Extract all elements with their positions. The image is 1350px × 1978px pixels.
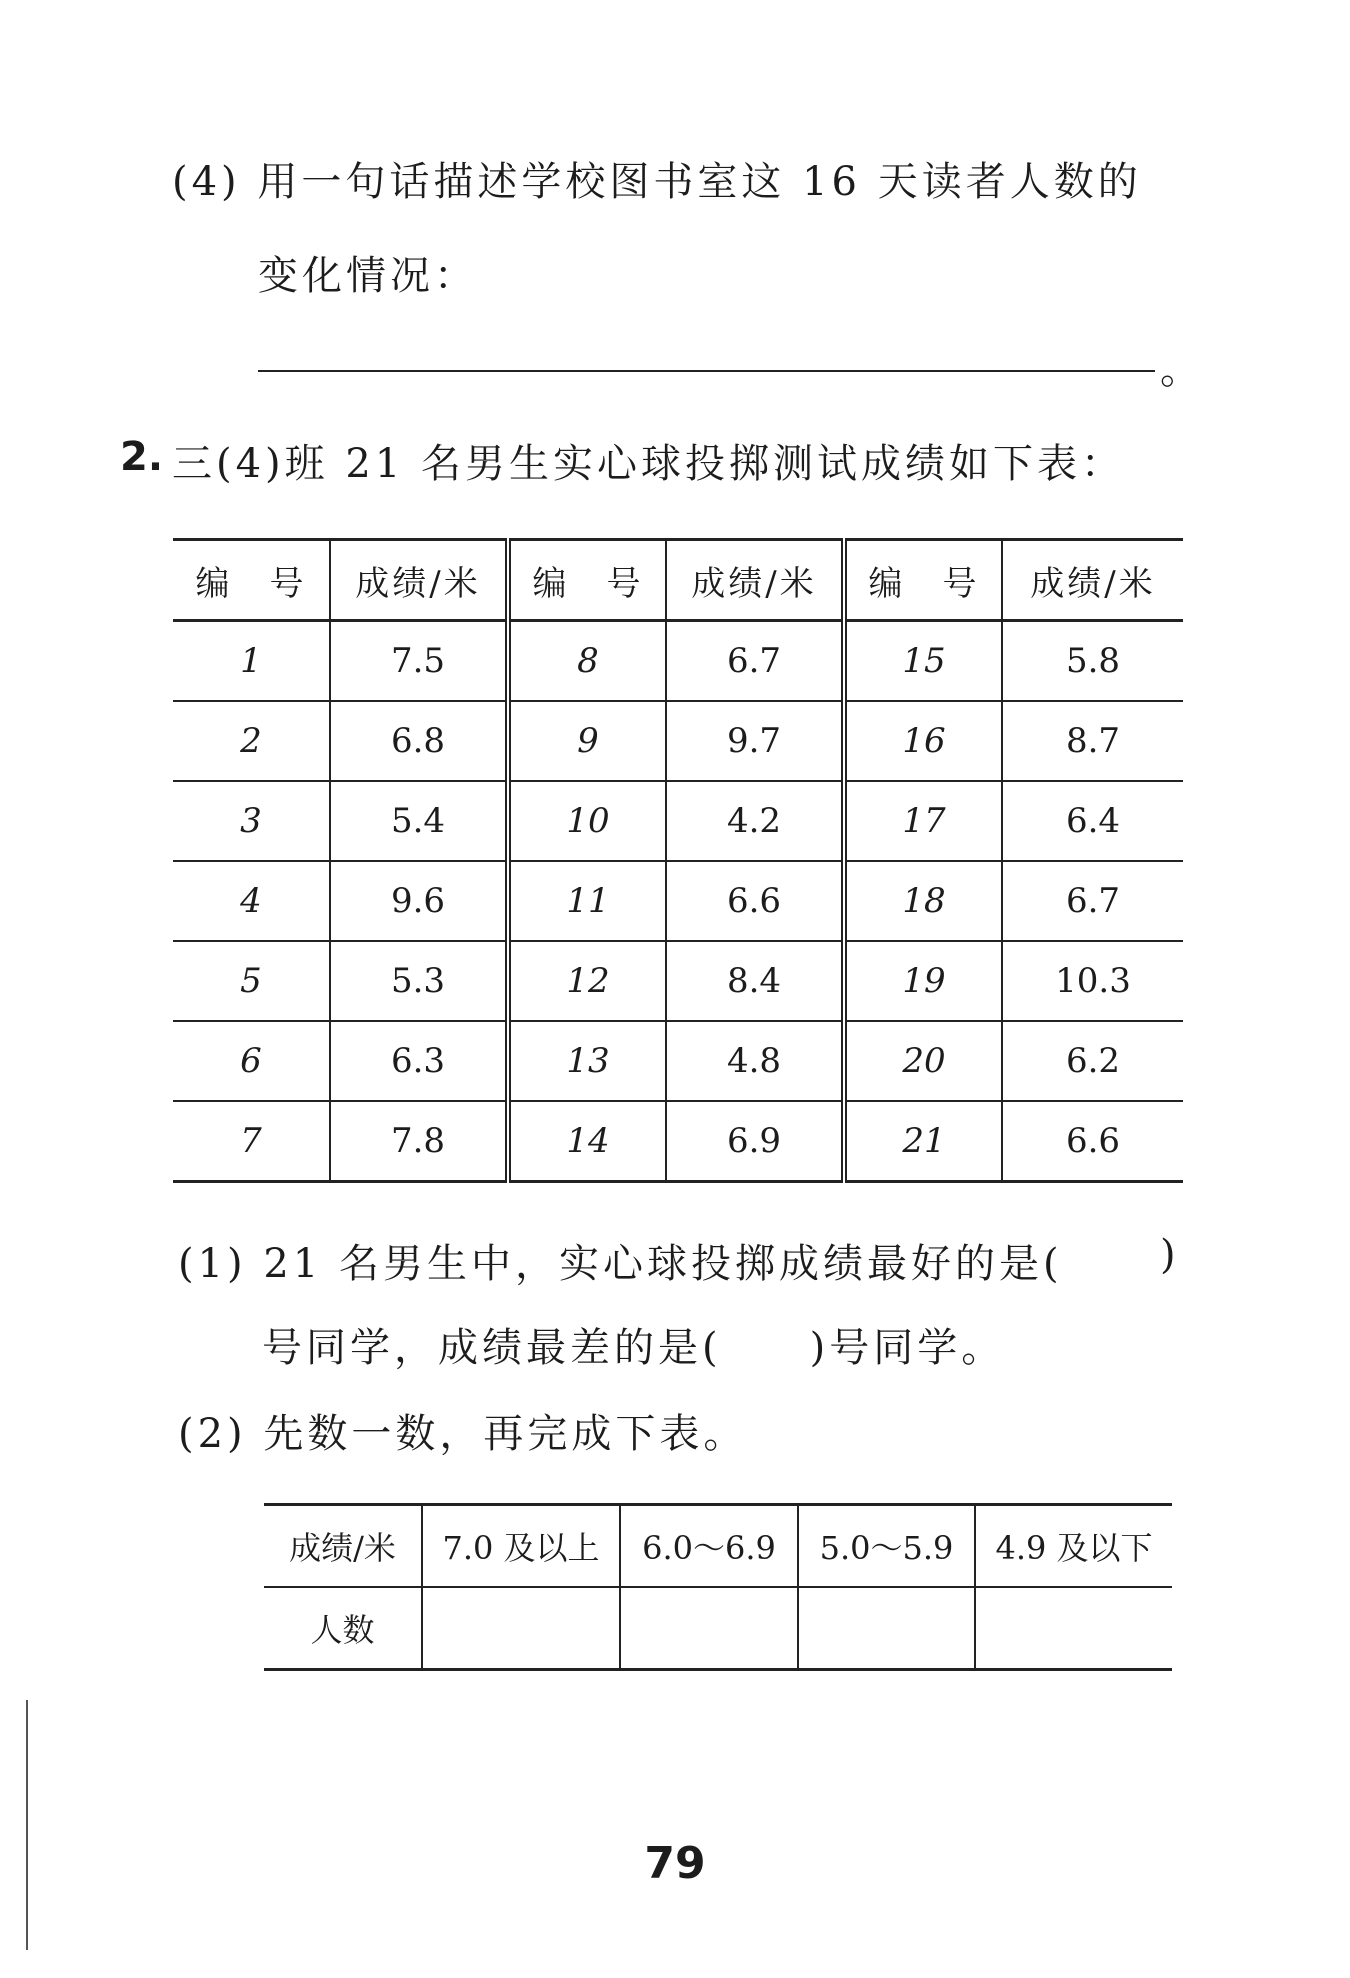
score-value: 6.4 (1002, 781, 1183, 861)
question-2-text: 三(4)班 21 名男生实心球投掷测试成绩如下表： (172, 441, 1125, 487)
student-id: 10 (508, 781, 666, 861)
score-value: 5.3 (330, 941, 508, 1021)
student-id: 14 (508, 1101, 666, 1182)
score-value: 6.7 (1002, 861, 1183, 941)
range-7-plus: 7.0 及以上 (422, 1505, 620, 1588)
range-6: 6.0～6.9 (620, 1505, 798, 1588)
count-blank-cell[interactable] (798, 1587, 975, 1670)
subquestion-1-close-paren: ) (1160, 1232, 1176, 1278)
student-id: 5 (173, 941, 330, 1021)
score-value: 6.2 (1002, 1021, 1183, 1101)
score-value: 6.3 (330, 1021, 508, 1101)
table-row (173, 1101, 1183, 1182)
student-id: 1 (173, 621, 330, 702)
student-id: 13 (508, 1021, 666, 1101)
student-id: 4 (173, 861, 330, 941)
score-value: 7.5 (330, 621, 508, 702)
student-id: 21 (844, 1101, 1002, 1182)
count-table-header (264, 1505, 1172, 1588)
student-id: 2 (173, 701, 330, 781)
score-value: 8.7 (1002, 701, 1183, 781)
subquestion-1-line-2: 号同学，成绩最差的是( )号同学。 (262, 1325, 1006, 1371)
table-row (173, 861, 1183, 941)
score-value: 7.8 (330, 1101, 508, 1182)
student-id: 17 (844, 781, 1002, 861)
student-id: 7 (173, 1101, 330, 1182)
score-value: 6.9 (666, 1101, 844, 1182)
student-id: 11 (508, 861, 666, 941)
count-blank-cell[interactable] (975, 1587, 1172, 1670)
header-id-2: 编 号 (508, 540, 666, 621)
score-value: 4.2 (666, 781, 844, 861)
header-score-3: 成绩/米 (1002, 540, 1183, 621)
student-id: 20 (844, 1021, 1002, 1101)
table-row (173, 701, 1183, 781)
question-4-line-2: 变化情况： (258, 253, 478, 299)
table-row (173, 1021, 1183, 1101)
count-row (264, 1587, 1172, 1670)
range-4-9-below: 4.9 及以下 (975, 1505, 1172, 1588)
table-row (173, 781, 1183, 861)
score-value: 5.8 (1002, 621, 1183, 702)
question-4-line-1: (4) 用一句话描述学校图书室这 16 天读者人数的 (172, 159, 1142, 205)
student-id: 19 (844, 941, 1002, 1021)
student-id: 3 (173, 781, 330, 861)
score-value: 4.8 (666, 1021, 844, 1101)
answer-blank-line[interactable] (258, 370, 1155, 372)
score-value: 6.6 (1002, 1101, 1183, 1182)
margin-rule (26, 1700, 28, 1950)
count-header-label: 成绩/米 (264, 1505, 422, 1588)
score-value: 10.3 (1002, 941, 1183, 1021)
score-value: 6.7 (666, 621, 844, 702)
score-value: 9.7 (666, 701, 844, 781)
header-id-3: 编 号 (844, 540, 1002, 621)
count-table (264, 1503, 1172, 1671)
count-row-label: 人数 (264, 1587, 422, 1670)
subquestion-1-line-1: (1) 21 名男生中，实心球投掷成绩最好的是( (178, 1241, 1063, 1287)
count-blank-cell[interactable] (620, 1587, 798, 1670)
student-id: 15 (844, 621, 1002, 702)
header-score-2: 成绩/米 (666, 540, 844, 621)
score-value: 8.4 (666, 941, 844, 1021)
student-id: 18 (844, 861, 1002, 941)
student-id: 6 (173, 1021, 330, 1101)
score-value: 6.6 (666, 861, 844, 941)
score-value: 9.6 (330, 861, 508, 941)
score-value: 6.8 (330, 701, 508, 781)
score-table (173, 538, 1183, 1183)
student-id: 8 (508, 621, 666, 702)
count-blank-cell[interactable] (422, 1587, 620, 1670)
score-value: 5.4 (330, 781, 508, 861)
header-id-1: 编 号 (173, 540, 330, 621)
subquestion-2-text: (2) 先数一数，再完成下表。 (178, 1411, 748, 1457)
table-row (173, 621, 1183, 702)
header-score-1: 成绩/米 (330, 540, 508, 621)
question-2-number: 2. (120, 434, 164, 480)
student-id: 16 (844, 701, 1002, 781)
table-row (173, 941, 1183, 1021)
page-number: 79 (644, 1838, 706, 1889)
range-5: 5.0～5.9 (798, 1505, 975, 1588)
answer-end-mark: 。 (1160, 347, 1200, 393)
student-id: 9 (508, 701, 666, 781)
score-table-header (173, 540, 1183, 621)
student-id: 12 (508, 941, 666, 1021)
